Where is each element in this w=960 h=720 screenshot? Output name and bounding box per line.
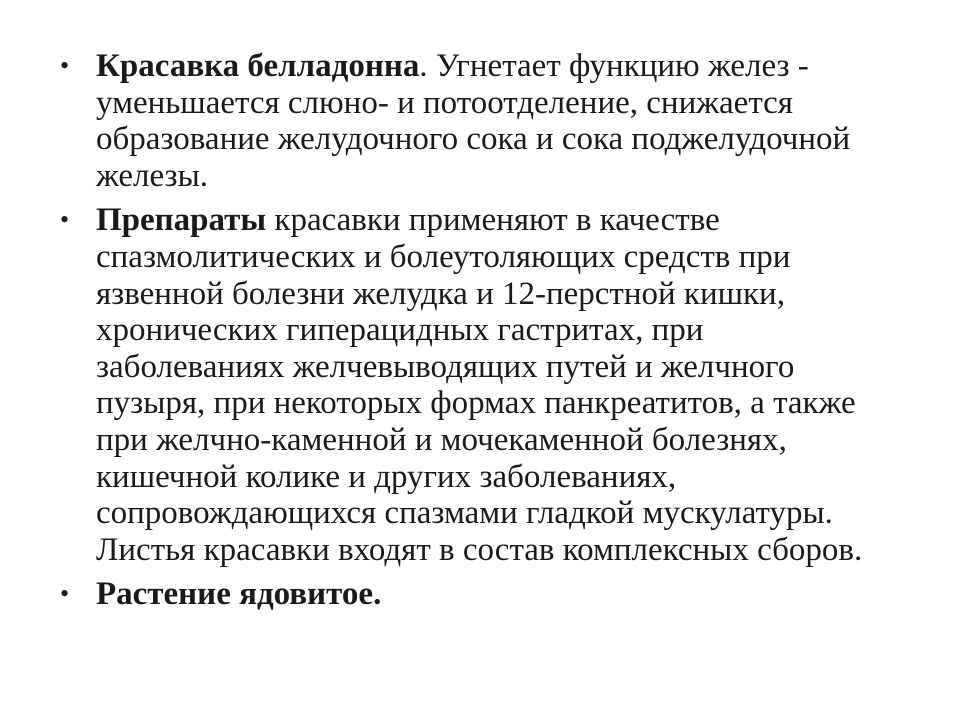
bullet-icon: •: [60, 205, 70, 235]
bullet-text: [96, 576, 381, 612]
bullet-text: [96, 202, 862, 567]
bullet-item-belladonna: [60, 48, 900, 194]
bullet-item-poisonous: [60, 576, 900, 613]
bullet-icon: •: [60, 51, 70, 80]
bullet-text: [96, 48, 850, 194]
bullet-body: . Угнетает функцию желез - уменьшается слюно- и потоотделение, снижается образование желудочного сока и сока поджелудочной железы.: [96, 48, 851, 194]
bullet-icon: •: [60, 579, 70, 609]
bullet-bold-term: Препараты: [96, 202, 267, 239]
bullet-bold-term: Красавка белладонна: [96, 48, 420, 84]
bullet-bold-term: Растение ядовитое.: [96, 576, 382, 613]
bullet-body: красавки применяют в качестве спазмолитических и болеутоляющих средств при язвенной болезни желудка и 12-перстной кишки, хронических гиперацидных гастритах, при заболеваниях желчевыводящих путей и желчного пузыря, при некоторых формах панкреатитов, а также при желчно-каменной и мочекаменной болезнях, кишечной колике и других заболеваниях, сопровождающихся спазмами гладкой мускулатуры. Листья красавки входят в состав комплексных сборов.: [96, 202, 863, 568]
bullet-list: [60, 48, 900, 621]
bullet-item-preparations: [60, 202, 900, 568]
